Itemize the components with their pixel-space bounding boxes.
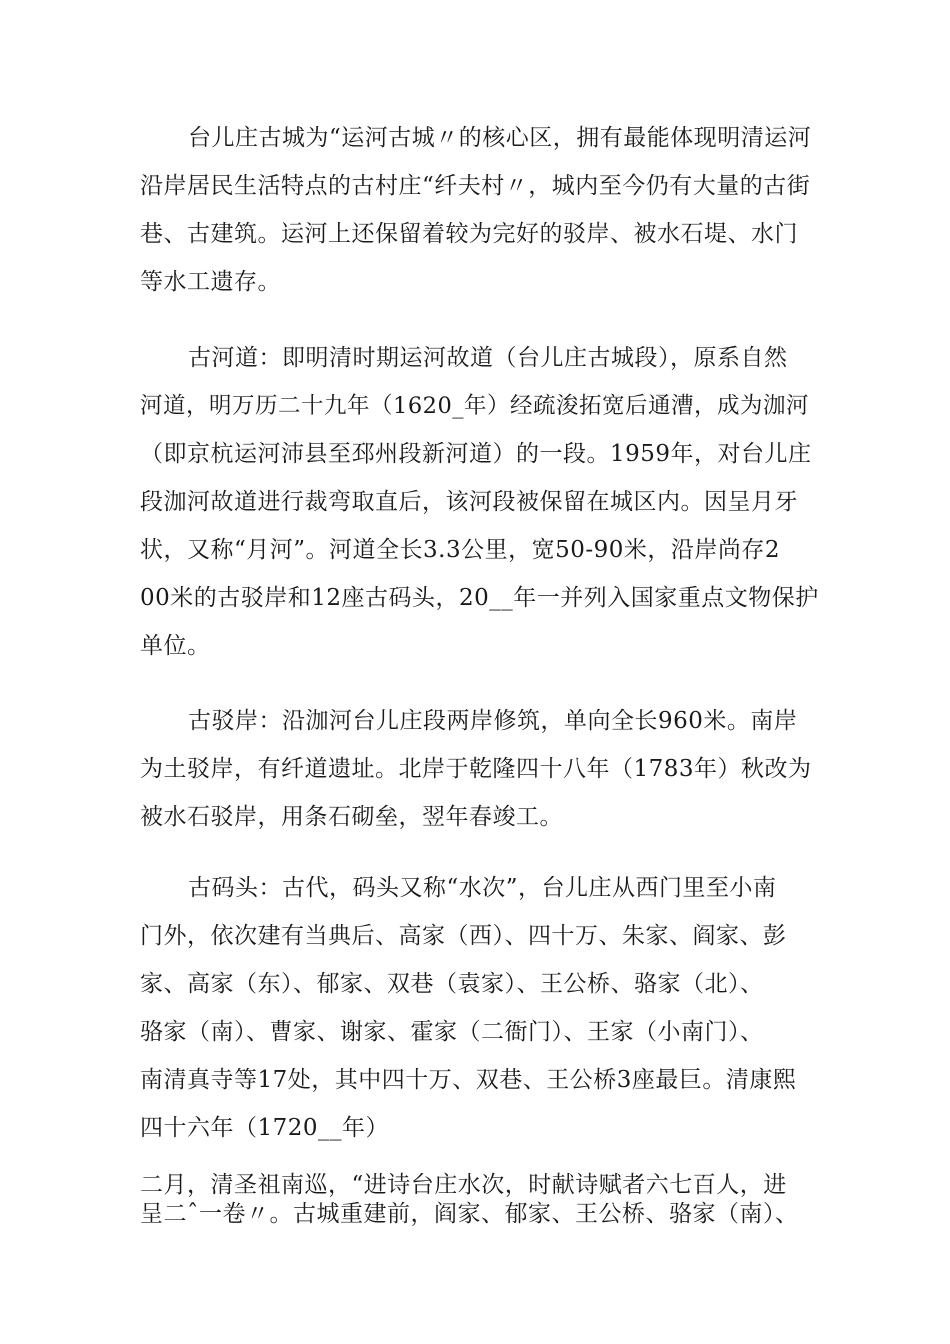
text-line: 状，又称“月河”。河道全长3.3公里，宽50-90米，沿岸尚存2 [140, 537, 781, 563]
text-line: （即京杭运河沛县至邳州段新河道）的一段。1959年，对台儿庄 [140, 441, 812, 467]
text-line: 等水工遗存。 [140, 269, 281, 295]
paragraph-southern-tour [140, 1171, 820, 1229]
text-line: 00米的古驳岸和12座古码头，20__年一并列入国家重点文物保护 [140, 585, 819, 611]
paragraph-ancient-revetment [140, 697, 820, 841]
text-line: 骆家（南）、曹家、谢家、霍家（二衙门）、王家（小南门）、 [140, 1019, 764, 1045]
text-line: 段泇河故道进行裁弯取直后，该河段被保留在城区内。因呈月牙 [140, 489, 798, 515]
text-line: 为土驳岸，有纤道遗址。北岸于乾隆四十八年（1783年）秋改为 [140, 756, 812, 782]
paragraph-ancient-city [140, 114, 820, 306]
text-line: 南清真寺等17处，其中四十万、双巷、王公桥3座最巨。清康熙 [140, 1067, 797, 1093]
paragraph-ancient-wharf [140, 864, 820, 1152]
text-line: 巷、古建筑。运河上还保留着较为完好的驳岸、被水石堤、水门 [140, 221, 798, 247]
text-line: 四十六年（1720__年） [140, 1115, 390, 1141]
text-line: 河道，明万历二十九年（1620_年）经疏浚拓宽后通漕，成为泇河 [140, 393, 810, 419]
text-line: 二月，清圣祖南巡，“进诗台庄水次，时献诗赋者六七百人，进 [140, 1172, 787, 1198]
text-line: 被水石驳岸，用条石砌垒，翌年春竣工。 [140, 804, 563, 830]
text-line: 古河道：即明清时期运河故道（台儿庄古城段），原系自然 [188, 345, 788, 371]
text-line: 古驳岸：沿泇河台儿庄段两岸修筑，单向全长960米。南岸 [188, 708, 798, 734]
text-line: 古码头：古代，码头又称“水次”，台儿庄从西门里至小南 [188, 875, 777, 901]
text-line: 沿岸居民生活特点的古村庄“纤夫村〃，城内至今仍有大量的古街 [140, 173, 811, 199]
text-line: 门外，依次建有当典后、高家（西）、四十万、朱家、阎家、彭 [140, 923, 787, 949]
paragraph-ancient-river [140, 334, 820, 670]
text-line: 呈二ˆ一卷〃。古城重建前，阎家、郁家、王公桥、骆家（南）、 [140, 1201, 799, 1227]
text-line: 家、高家（东）、郁家、双巷（袁家）、王公桥、骆家（北）、 [140, 971, 764, 997]
text-line: 单位。 [140, 633, 211, 659]
text-line: 台儿庄古城为“运河古城〃的核心区，拥有最能体现明清运河 [188, 125, 812, 151]
